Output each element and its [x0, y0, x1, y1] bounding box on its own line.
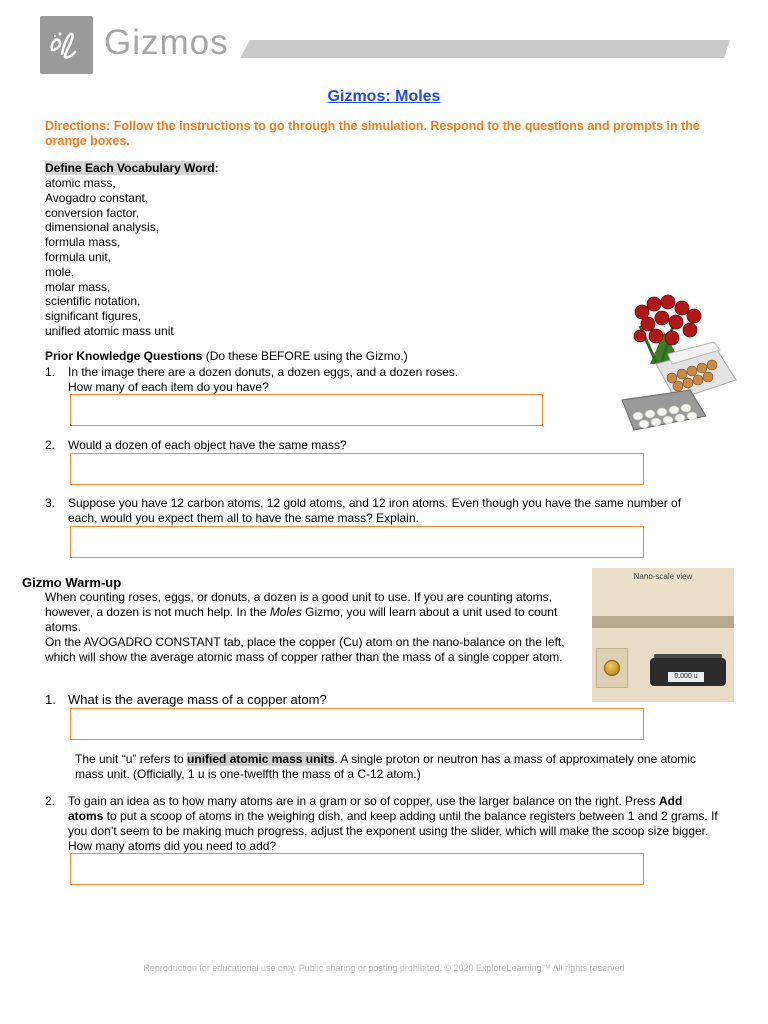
- vocab-item: scientific notation,: [45, 294, 141, 309]
- answer-box-prior-2[interactable]: [70, 453, 644, 485]
- warmup-question-2: [45, 794, 725, 854]
- copper-atom-icon: [604, 660, 620, 676]
- question-text-part: to put a scoop of atoms in the weighing dish, and keep adding until the balance registers between 1 and 2 grams. If you don’t seem to be making much progress, adjust the exponent using the slider, which will make the scoop size bigger. How many atoms did you need to add?: [68, 809, 718, 853]
- logo-text: Gizmos: [104, 23, 229, 62]
- vocab-list: [45, 176, 174, 339]
- nano-balance-readout: 0.000 u: [668, 672, 704, 682]
- vocab-item: formula unit,: [45, 249, 112, 264]
- answer-box-warmup-2[interactable]: [70, 853, 644, 885]
- vocab-item: dimensional analysis,: [45, 220, 160, 235]
- question-number: 2.: [45, 794, 56, 808]
- question-text: Would a dozen of each object have the same mass?: [68, 438, 347, 452]
- vocab-heading-colon: :: [214, 161, 219, 175]
- warmup-text: Gizmo, you will learn about a unit used to count atoms.: [45, 605, 558, 634]
- footer-copyright: Reproduction for educational use only. Public sharing or posting prohibited. © 2020 ExploreLearning™ All rights reserved: [143, 963, 625, 973]
- vocab-item: significant figures,: [45, 309, 142, 324]
- vocab-heading: [45, 161, 219, 175]
- warmup-question-1: [45, 692, 605, 708]
- question-number: 2.: [45, 438, 56, 452]
- warmup-paragraph-2: On the AVOGADRO CONSTANT tab, place the copper (Cu) atom on the nano-balance on the left, which will show the average atomic mass of copper rather than the mass of a single copper atom.: [45, 635, 565, 664]
- answer-box-warmup-1[interactable]: [70, 708, 644, 740]
- vocab-item: mole,: [45, 264, 75, 279]
- question-line: Suppose you have 12 carbon atoms, 12 gold atoms, and 12 iron atoms. Even though you have the same number of: [68, 496, 682, 510]
- unit-note: [75, 752, 725, 782]
- note-text: . A single proton or neutron has a mass of approximately one atomic mass unit. (Officially, 1 u is one-twelfth the mass of a C-12 atom.): [75, 752, 696, 781]
- vocab-item: Avogadro constant,: [45, 190, 149, 205]
- prior-knowledge-heading: [45, 349, 408, 363]
- header-bar: [240, 40, 730, 58]
- question-number: 3.: [45, 496, 56, 510]
- question-text: [68, 496, 681, 526]
- vocab-item: atomic mass,: [45, 176, 116, 190]
- question-text: What is the average mass of a copper atom?: [68, 692, 327, 707]
- question-text: [68, 794, 718, 854]
- vocab-item: molar mass,: [45, 279, 111, 294]
- nano-scale-view-image: [592, 568, 734, 702]
- prior-question-1: [45, 365, 605, 395]
- note-highlight: unified atomic mass units: [187, 752, 335, 766]
- question-number: 1.: [45, 365, 56, 379]
- vocab-item: formula mass,: [45, 235, 121, 250]
- directions-text: Directions: Follow the instructions to go through the simulation. Respond to the questions and prompts in the orange boxes.: [45, 119, 700, 148]
- warmup-paragraph-1: [45, 590, 583, 635]
- question-line: In the image there are a dozen donuts, a dozen eggs, and a dozen roses.: [68, 365, 459, 379]
- nano-shelf: [592, 616, 734, 628]
- note-text: The unit “u” refers to: [75, 752, 188, 766]
- question-text: [68, 365, 458, 395]
- warmup-body: [45, 590, 583, 665]
- gizmo-name: Moles: [269, 605, 302, 619]
- question-number: 1.: [45, 692, 56, 707]
- question-line: How many of each item do you have?: [68, 380, 269, 394]
- el-logo-icon: [48, 28, 84, 62]
- vocab-item: unified atomic mass unit: [45, 323, 174, 338]
- roses-donuts-eggs-image: [620, 292, 738, 442]
- prior-heading-bold: Prior Knowledge Questions: [45, 349, 203, 363]
- question-line: each, would you expect them all to have the same mass? Explain.: [68, 511, 419, 525]
- prior-heading-rest: (Do these BEFORE using the Gizmo.): [202, 349, 408, 363]
- page-title[interactable]: Gizmos: Moles: [327, 88, 441, 105]
- prior-question-2: [45, 438, 605, 454]
- vocab-item: conversion factor,: [45, 205, 140, 220]
- answer-box-prior-3[interactable]: [70, 526, 644, 558]
- add-atoms-label: Add atoms: [68, 794, 683, 823]
- warmup-heading: Gizmo Warm-up: [22, 575, 122, 590]
- nano-view-label: Nano-scale view: [633, 572, 693, 581]
- answer-box-prior-1[interactable]: [70, 394, 543, 426]
- explorelearning-logo: [40, 16, 93, 74]
- prior-question-3: [45, 496, 725, 526]
- question-text-part: To gain an idea as to how many atoms are in a gram or so of copper, use the larger balance on the right. Press: [68, 794, 659, 808]
- vocab-heading-label: Define Each Vocabulary Word: [45, 161, 215, 175]
- warmup-text: When counting roses, eggs, or donuts, a dozen is a good unit to use. If you are counting atoms, however, a dozen is not much help. In the: [45, 590, 552, 619]
